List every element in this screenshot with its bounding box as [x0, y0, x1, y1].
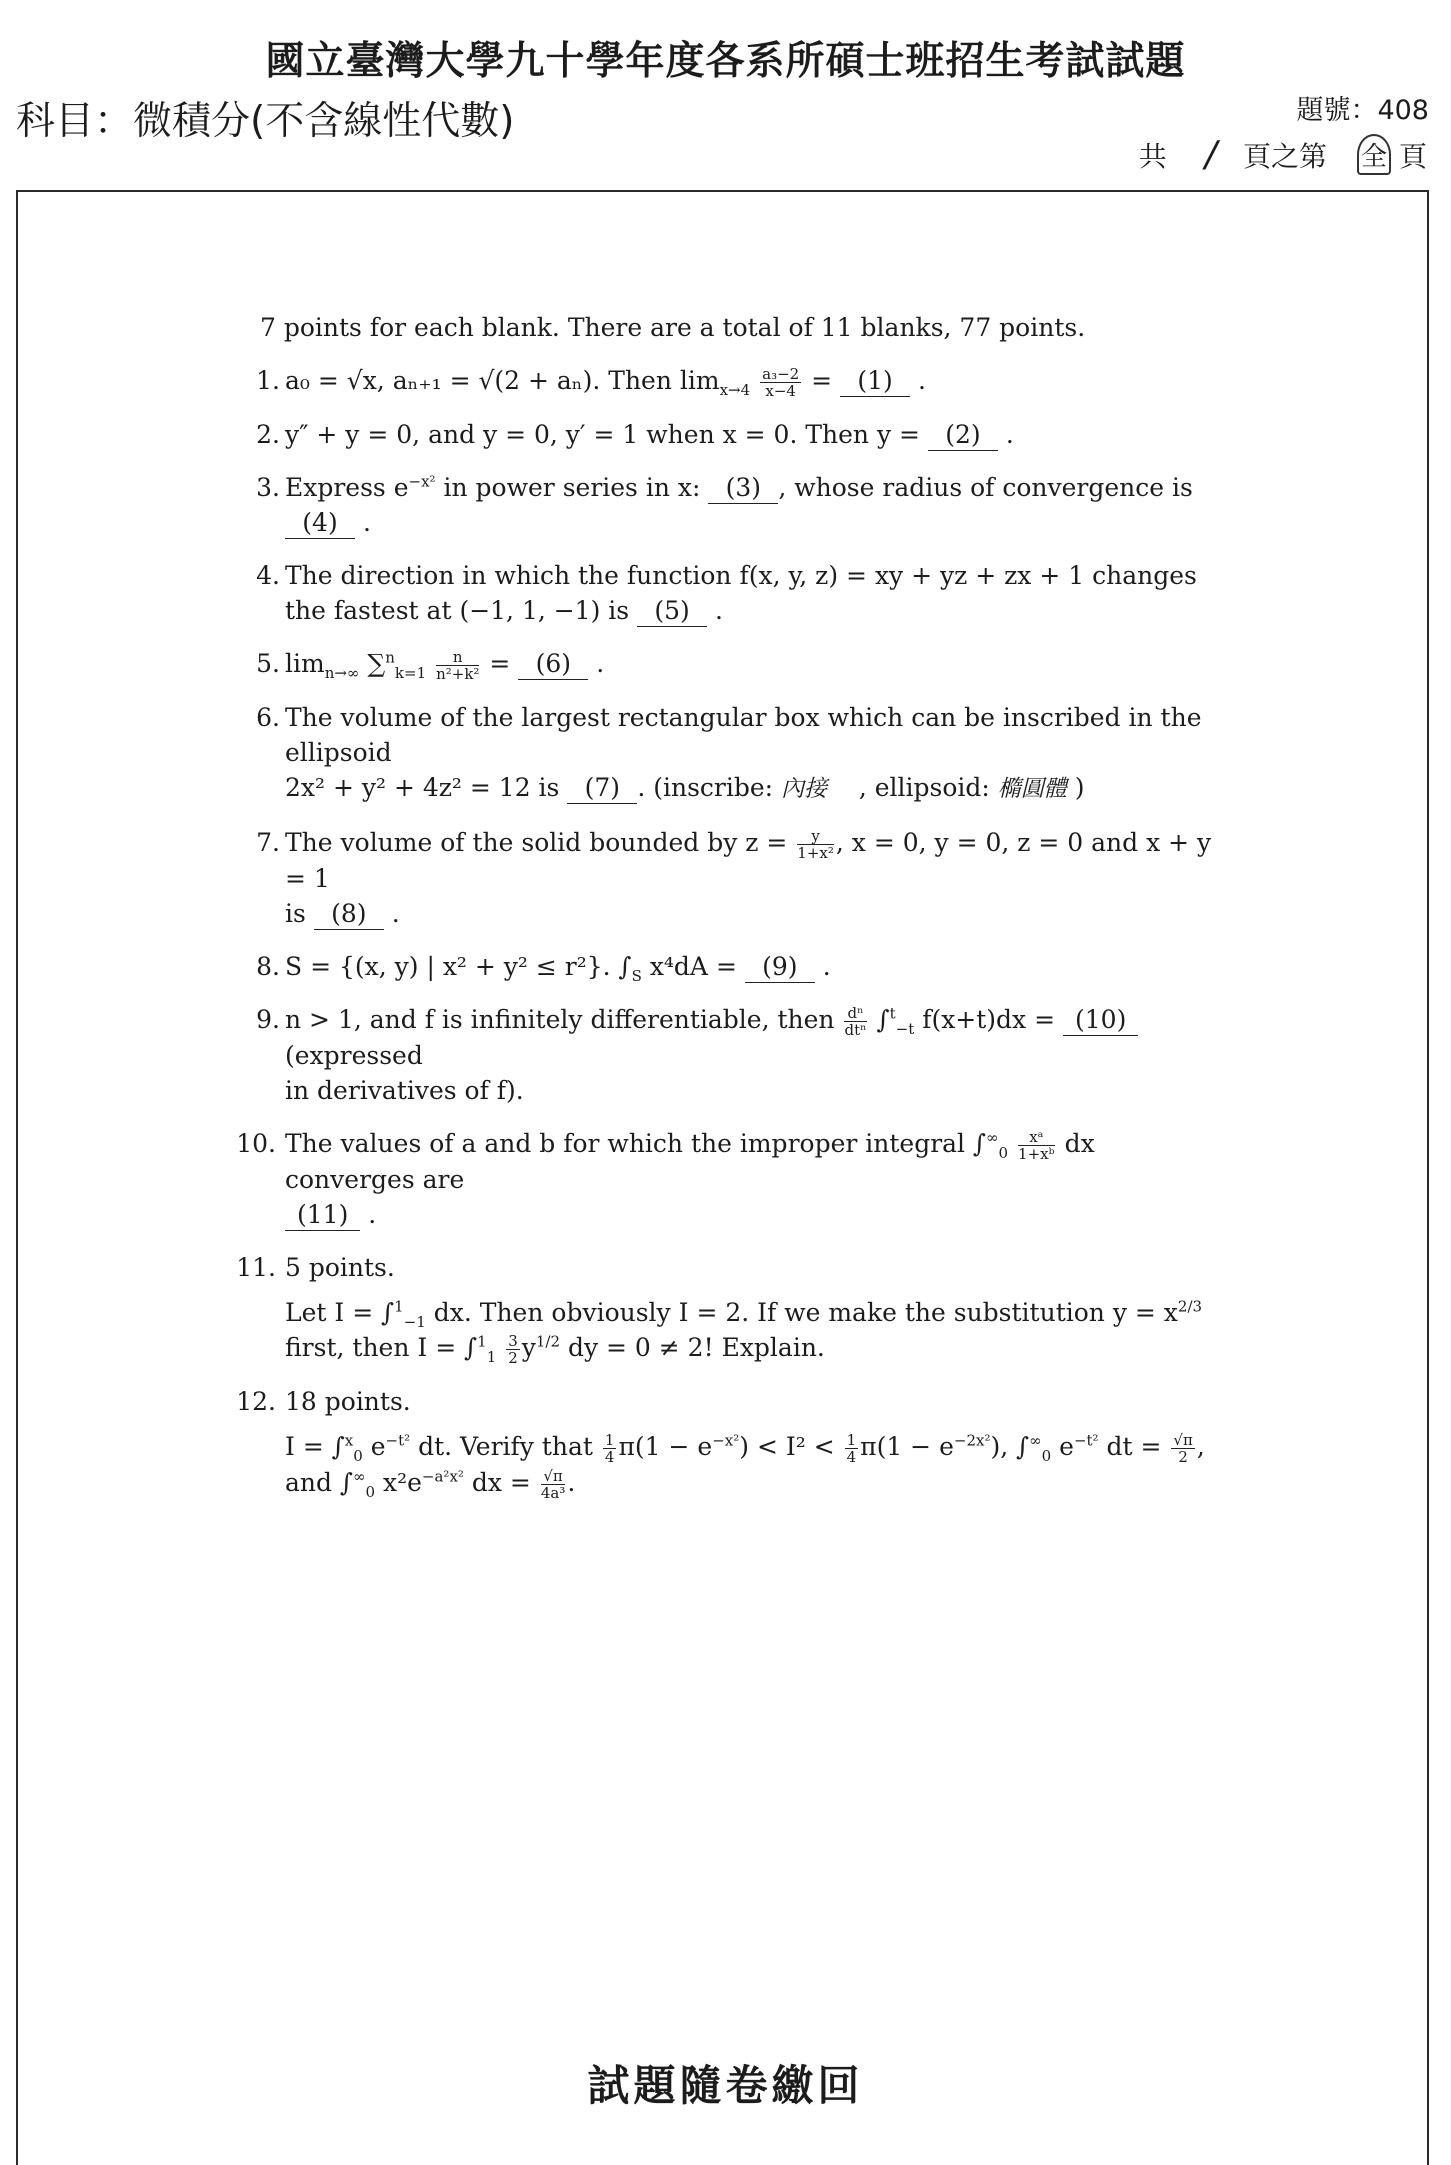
fraction-denominator: 4 [604, 1448, 615, 1466]
question-text: dx converges are [285, 1129, 1095, 1194]
integral-subscript: 1 [486, 1348, 497, 1366]
intro-text: 7 points for each blank. There are a total of 11 blanks, 77 points. [260, 313, 1086, 342]
question-text: e [1059, 1432, 1074, 1461]
equals-sign: = [489, 649, 511, 678]
question-number: 5. [256, 649, 280, 678]
question-text: x²e [383, 1468, 422, 1497]
question-text: , whose radius of convergence is [778, 473, 1193, 502]
question-code: 題號：408 [1296, 95, 1429, 126]
sum-symbol: ∑ [367, 649, 386, 678]
integral-subscript: S [631, 967, 642, 985]
answer-blank-5: (5) [637, 596, 707, 627]
question-text: dx. Then obviously I = 2. If we make the substitution y = x [433, 1298, 1178, 1327]
question-2: 2. y″ + y = 0, and y = 0, y′ = 1 when x = 0. Then y = (2) . [240, 417, 1230, 452]
question-text: I = [285, 1432, 324, 1461]
integral-superscript: 1 [477, 1332, 487, 1351]
fraction-denominator: 1+xᵇ [1018, 1145, 1055, 1163]
question-11 [236, 1250, 1230, 1367]
exponent: 1/2 [535, 1332, 560, 1351]
question-text: (expressed [285, 1041, 423, 1070]
question-text: The values of a and b for which the improper integral [285, 1129, 966, 1158]
integral-subscript: 0 [365, 1483, 376, 1501]
question-number: 12. [236, 1387, 276, 1416]
fraction-numerator: dⁿ [844, 1005, 866, 1022]
exponent: −a²x² [421, 1467, 464, 1486]
pages-total-prefix: 共 [1138, 139, 1167, 173]
question-6 [240, 700, 1230, 807]
question-8: 8. S = {(x, y) | x² + y² ≤ r²}. $\int_S$ x⁴dA = (9) . [240, 949, 1230, 984]
question-text: n > 1, and f is infinitely differentiable, then [285, 1005, 835, 1034]
question-number: 3. [256, 473, 280, 502]
question-text: The volume of the solid bounded by z = [285, 828, 788, 857]
pages-suffix: 頁 [1398, 139, 1427, 173]
fraction-denominator: 2 [508, 1349, 518, 1367]
page-count [1139, 134, 1427, 175]
pages-slash: / [1204, 134, 1217, 175]
answer-blank-11: (11) [285, 1200, 360, 1231]
fraction [436, 649, 479, 682]
fraction-numerator: √π [1173, 1431, 1193, 1449]
question-number: 9. [256, 1005, 280, 1034]
question-list [236, 310, 1230, 1519]
integral-symbol: ∫ [381, 1298, 395, 1327]
fraction-denominator: n²+k² [436, 665, 480, 683]
question-text: π(1 − e [860, 1432, 954, 1461]
question-text: , x = 0, y = 0, z = 0 and x + y = 1 [285, 828, 1212, 893]
question-number: 1. [256, 366, 280, 395]
question-text: e [370, 1432, 386, 1461]
question-number: 4. [256, 561, 280, 590]
exponent: −x² [408, 472, 436, 491]
fraction-numerator: √π [541, 1468, 566, 1485]
question-text: ) [1074, 773, 1085, 802]
subject-label: 科目：微積分(不含線性代數) [16, 99, 515, 144]
question-1: 1. a₀ = √x, aₙ₊₁ = √(2 + aₙ). Then $\lim_{x\to 4}$ $\frac{\text{a₃−2}}{x-4}$ = (1) . [240, 363, 1230, 399]
sum-superscript: n [385, 648, 395, 667]
integral-subscript: 0 [1041, 1447, 1052, 1465]
question-text: dy = 0 ≠ 2! Explain. [567, 1333, 825, 1362]
question-text: . (inscribe: [637, 773, 774, 802]
answer-blank-2: (2) [928, 420, 998, 451]
question-text: ), [990, 1432, 1009, 1461]
question-points: 18 points. [285, 1387, 411, 1416]
fraction [797, 828, 834, 861]
exponent: 2/3 [1177, 1297, 1203, 1316]
question-3: 3. Express $e^{-x^2}$ in power series in x: (3) , whose radius of convergence is (4) . [240, 470, 1230, 540]
question-text: 2x² + y² + 4z² = 12 is [285, 773, 560, 802]
fraction-denominator: 1+x² [797, 844, 834, 862]
answer-blank-3: (3) [708, 473, 778, 504]
question-number: 8. [256, 952, 280, 981]
fraction-denominator: 4 [846, 1448, 857, 1466]
question-text: y [521, 1333, 536, 1362]
question-body [285, 1295, 1230, 1366]
integral-symbol: ∫ [1016, 1432, 1030, 1461]
question-number: 2. [256, 420, 280, 449]
pages-current: 全 [1357, 134, 1391, 175]
question-text: The volume of the largest rectangular box which can be inscribed in the ellipsoid [285, 703, 1202, 767]
question-number: 7. [256, 828, 280, 857]
answer-blank-7: (7) [567, 773, 637, 804]
integral-symbol: ∫ [339, 1468, 353, 1497]
answer-blank-10: (10) [1063, 1005, 1138, 1036]
question-text: ) < I² < [739, 1432, 835, 1461]
integral-superscript: ∞ [1029, 1431, 1042, 1450]
fraction-numerator: y [797, 828, 834, 845]
fraction [845, 1432, 859, 1465]
integral-superscript: t [889, 1004, 896, 1023]
exponent: −2x² [953, 1431, 991, 1450]
return-notice: 試題隨卷繳回 [587, 2061, 864, 2110]
integral-symbol: ∫ [618, 952, 632, 981]
fraction [541, 1468, 566, 1501]
answer-blank-1: (1) [840, 366, 910, 397]
handwritten-note: 橢圓體 [997, 776, 1067, 802]
question-text: . [567, 1468, 576, 1497]
question-12 [236, 1384, 1230, 1502]
limit-text: lim [285, 649, 325, 678]
question-points: 5 points. [285, 1253, 395, 1282]
integral-subscript: −1 [403, 1313, 426, 1331]
question-text: , ellipsoid: [858, 773, 990, 802]
limit-subscript: x→4 [719, 381, 751, 399]
question-9 [240, 1002, 1230, 1108]
integral-symbol: ∫ [973, 1129, 987, 1158]
answer-blank-8: (8) [314, 899, 384, 930]
fraction-denominator: 2 [1178, 1448, 1188, 1466]
fraction-numerator: a₃−2 [762, 365, 800, 383]
question-text: π(1 − e [618, 1432, 713, 1461]
answer-blank-6: (6) [518, 649, 588, 680]
handwritten-note: 內接 [781, 776, 828, 802]
integral-subscript: 0 [353, 1447, 363, 1465]
integral-superscript: ∞ [353, 1467, 366, 1486]
integral-superscript: x [344, 1431, 354, 1450]
question-5: 5. $\lim_{n\to\infty} \sum^n_{k=1}$ $\frac{n}{\text{n²+k²}}$ = (6) . [240, 646, 1230, 682]
question-text: The direction in which the function f(x, y, z) = xy + yz + zx + 1 changes the fastest at (−1, 1, −1) is [285, 561, 1197, 625]
fraction-denominator: 4a³ [540, 1484, 566, 1502]
question-text: dt. Verify that [418, 1432, 593, 1461]
question-number: 6. [256, 703, 280, 732]
sum-subscript: k=1 [394, 664, 427, 682]
exam-title: 國立臺灣大學九十學年度各系所碩士班招生考試試題 [265, 38, 1186, 84]
question-text: dt = [1106, 1432, 1162, 1461]
question-number: 10. [236, 1129, 276, 1158]
fraction [1171, 1432, 1194, 1465]
fraction-denominator: dtⁿ [844, 1021, 867, 1039]
fraction-numerator: n [436, 649, 479, 666]
question-text: Let I = [285, 1298, 374, 1327]
answer-blank-4: (4) [285, 508, 355, 539]
question-text: first, then I = [285, 1333, 457, 1362]
integral-symbol: ∫ [331, 1432, 345, 1461]
fraction-numerator: xᵃ [1018, 1129, 1055, 1146]
exponent: −t² [385, 1431, 411, 1450]
question-number: 11. [236, 1253, 276, 1282]
fraction [603, 1432, 617, 1465]
fraction [844, 1005, 866, 1038]
question-text: and [285, 1468, 333, 1497]
question-text: , [1196, 1432, 1205, 1461]
exponent: −t² [1073, 1431, 1099, 1450]
integral-subscript: −t [895, 1020, 915, 1038]
answer-blank-9: (9) [745, 952, 815, 983]
fraction-numerator: 1 [604, 1431, 615, 1449]
question-text: a₀ = √x, aₙ₊₁ = √(2 + aₙ). Then lim [285, 366, 720, 395]
pages-middle: 頁之第 [1242, 139, 1327, 173]
limit-subscript: n→∞ [324, 664, 360, 682]
question-10: 10. The values of a and b for which the improper integral $\int^\infty_0$ $\frac{\text{xᵃ}}{\text{1+xᵇ}}$ dx converges are (11) . [240, 1126, 1230, 1232]
integral-subscript: 0 [998, 1144, 1009, 1162]
question-text: in derivatives of f). [285, 1076, 524, 1105]
question-text: x⁴dA = [649, 952, 737, 981]
fraction-denominator: x−4 [765, 382, 796, 400]
question-4: 4. The direction in which the function f(x, y, z) = xy + yz + zx + 1 changes the fastest at (−1, 1, −1) is (5) . [240, 558, 1230, 628]
question-text: in power series in x: [443, 473, 701, 502]
integral-superscript: ∞ [986, 1128, 999, 1147]
question-text: is [285, 899, 306, 928]
question-text: f(x+t)dx = [922, 1005, 1056, 1034]
integral-symbol: ∫ [876, 1005, 890, 1034]
question-text: Express e [285, 473, 409, 502]
fraction [760, 366, 801, 399]
fraction-numerator: 3 [508, 1332, 518, 1350]
question-text: S = {(x, y) | x² + y² ≤ r²}. [285, 952, 611, 981]
exponent: −x² [712, 1431, 740, 1450]
equals-sign: = [811, 366, 833, 395]
integral-superscript: 1 [394, 1297, 404, 1316]
integral-symbol: ∫ [464, 1333, 478, 1362]
question-text: dx = [471, 1468, 531, 1497]
question-body [285, 1429, 1230, 1501]
fraction [506, 1333, 520, 1366]
fraction-numerator: 1 [846, 1431, 857, 1449]
question-text: y″ + y = 0, and y = 0, y′ = 1 when x = 0. Then y = [285, 420, 920, 449]
fraction [1018, 1129, 1055, 1162]
question-7: 7. The volume of the solid bounded by z = $\frac{y}{\text{1+x²}}$ , x = 0, y = 0, z = 0 and x + y = 1 is (8) . [240, 825, 1230, 931]
